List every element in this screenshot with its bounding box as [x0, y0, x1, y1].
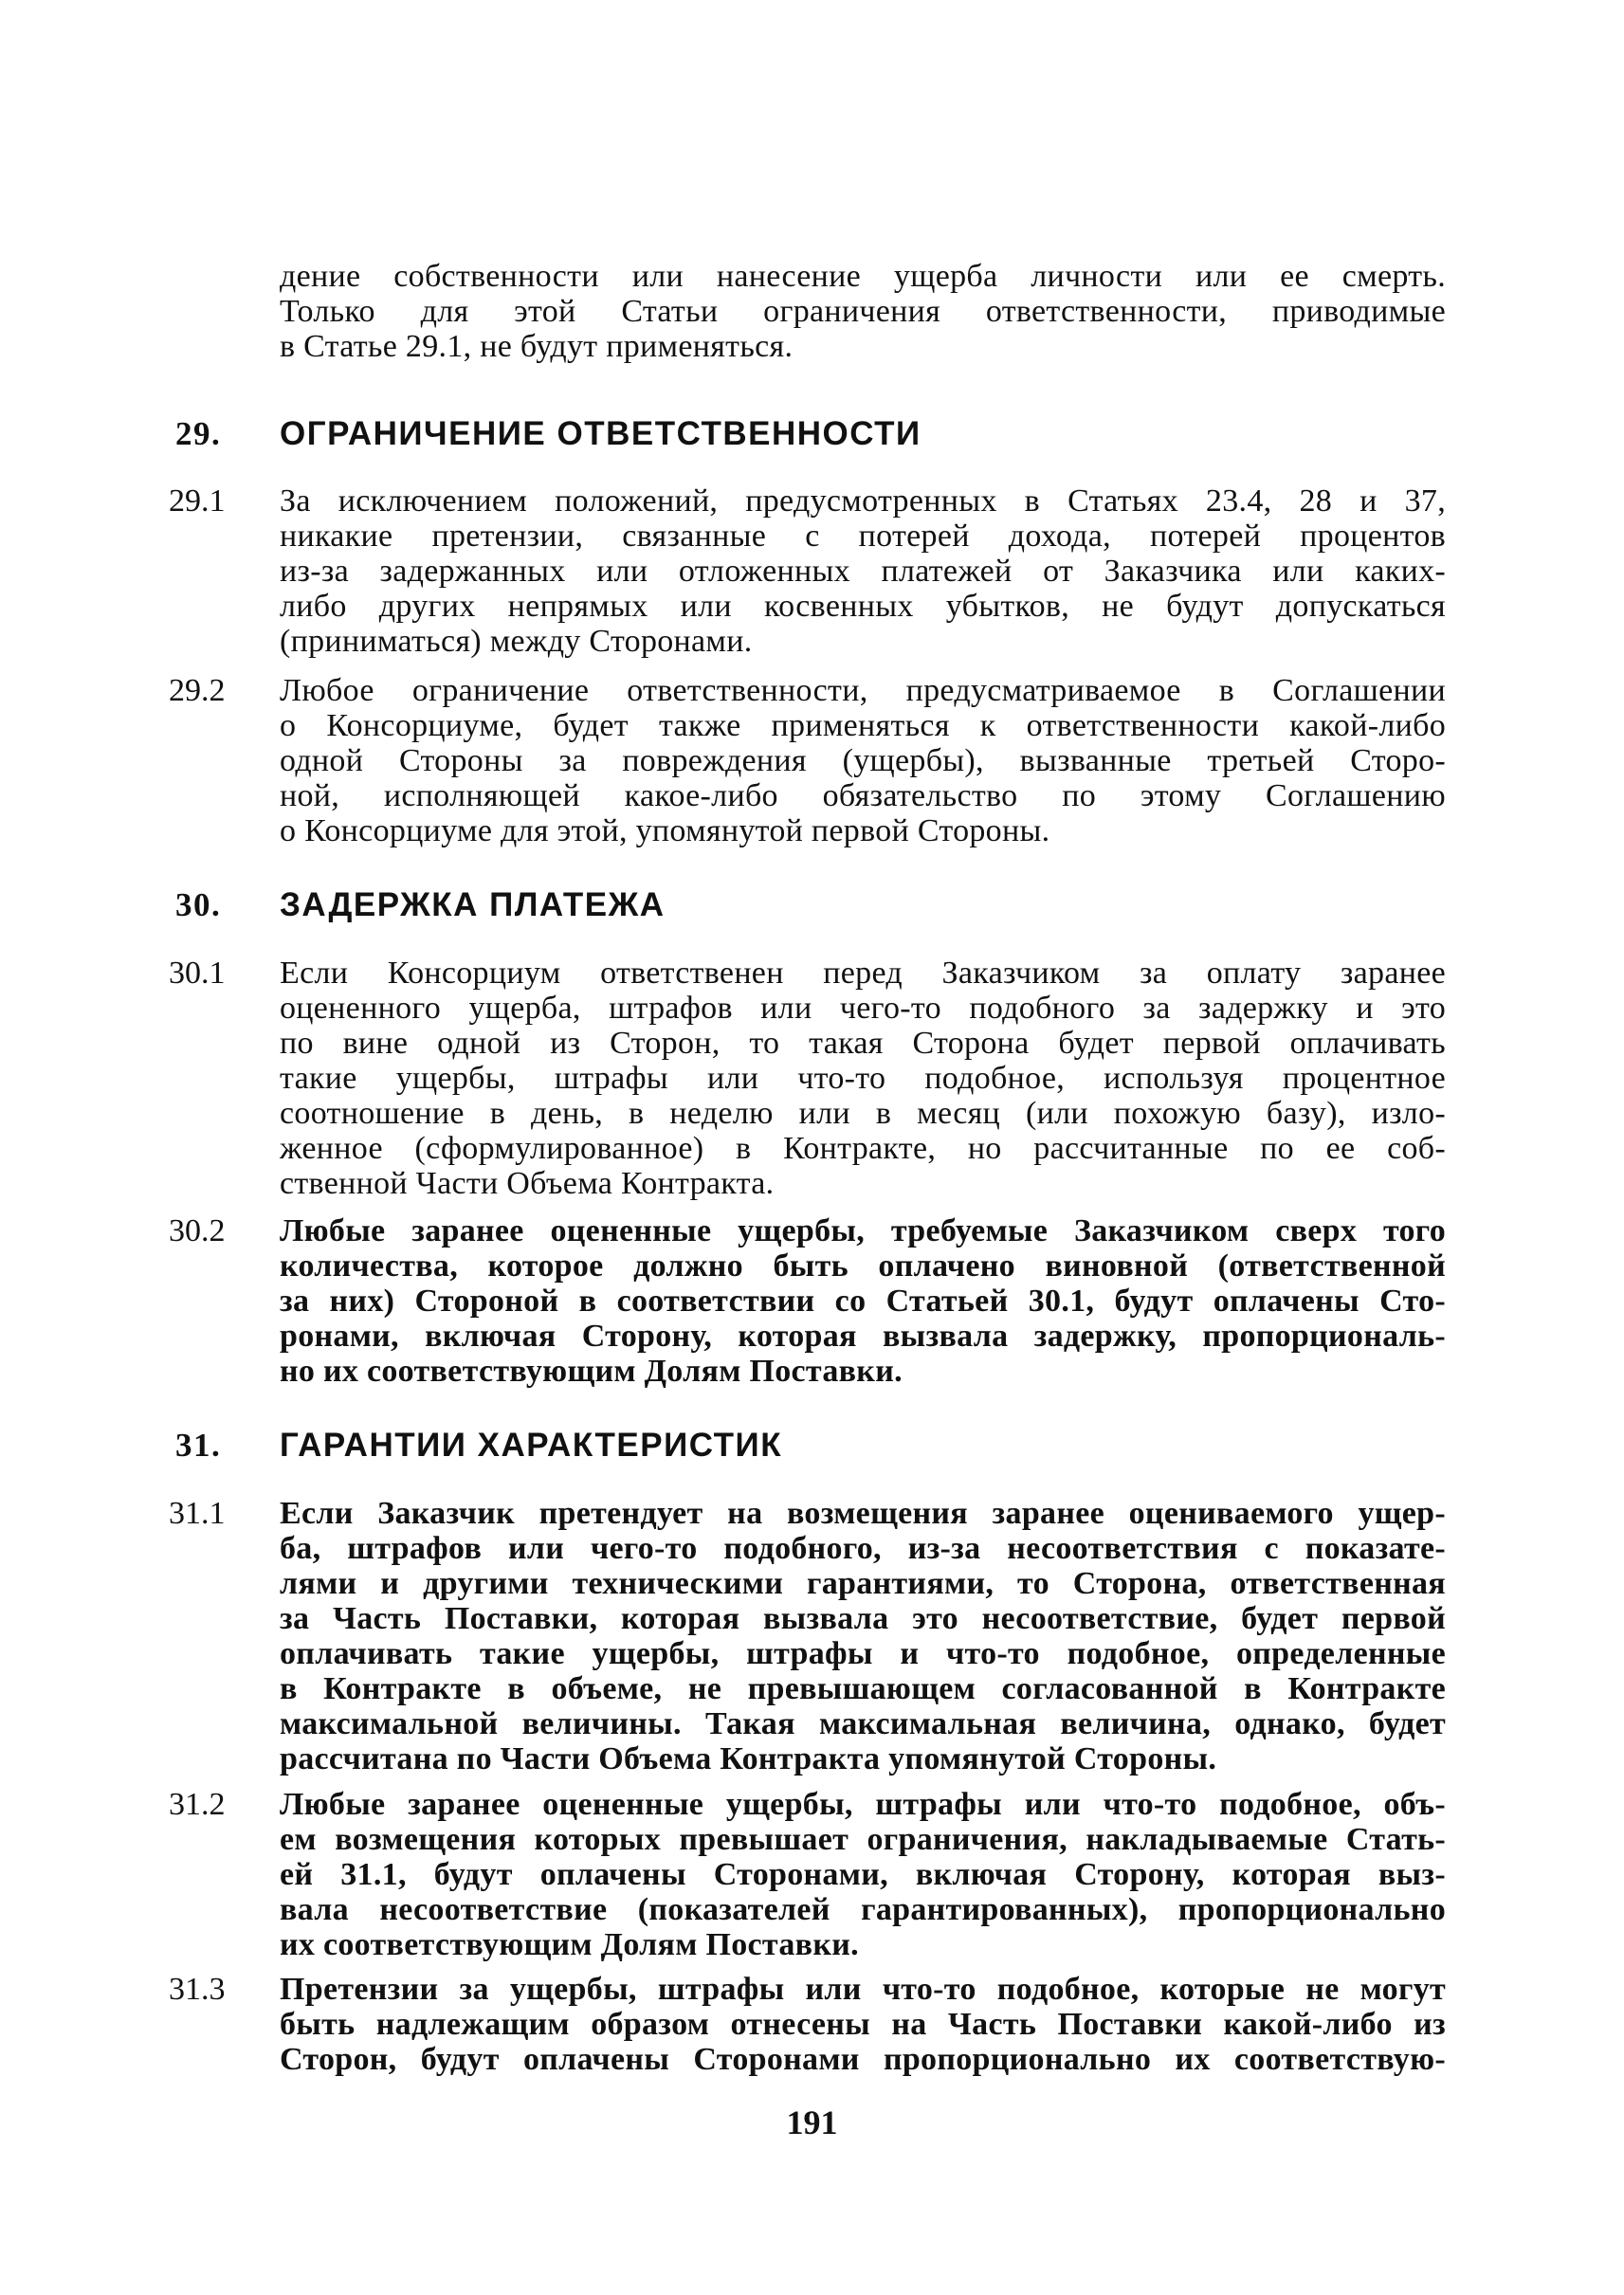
text-line: за них) Стороной в соответствии со Статьей 30.1, будут оплачены Сто-	[280, 1284, 1446, 1319]
text-line: соотношение в день, в неделю или в месяц (или похожую базу), изло-	[280, 1096, 1446, 1131]
clause-text	[280, 1496, 1446, 1776]
text-line: ей 31.1, будут оплачены Сторонами, включая Сторону, которая выз-	[280, 1857, 1446, 1892]
text-line: Сторон, будут оплачены Сторонами пропорционально их соответствую-	[280, 2042, 1446, 2077]
clause-number: 31.1	[169, 1496, 226, 1531]
clause-number: 31.2	[169, 1787, 226, 1822]
text-line: по вине одной из Сторон, то такая Сторона будет первой оплачивать	[280, 1026, 1446, 1061]
text-line: о Консорциуме, будет также применяться к ответственности какой-либо	[280, 708, 1446, 743]
text-line: Любые заранее оцененные ущербы, требуемые Заказчиком сверх того	[280, 1213, 1446, 1248]
text-line: Любое ограничение ответственности, предусматриваемое в Соглашении	[280, 673, 1446, 708]
section-number: 29.	[175, 415, 222, 452]
section-title: ЗАДЕРЖКА ПЛАТЕЖА	[280, 886, 666, 923]
text-line: одной Стороны за повреждения (ущербы), вызванные третьей Сторо-	[280, 743, 1446, 778]
text-line: количества, которое должно быть оплачено виновной (ответственной	[280, 1248, 1446, 1284]
text-line: ем возмещения которых превышает ограничения, накладываемые Стать-	[280, 1822, 1446, 1857]
text-line: но их соответствующим Долям Поставки.	[280, 1354, 903, 1389]
text-line: в Статье 29.1, не будут применяться.	[280, 329, 794, 364]
text-line: лями и другими техническими гарантиями, то Сторона, ответственная	[280, 1566, 1446, 1601]
text-line: Если Заказчик претендует на возмещения заранее оцениваемого ущер-	[280, 1496, 1446, 1531]
text-line: рассчитана по Части Объема Контракта упомянутой Стороны.	[280, 1741, 1217, 1776]
clause-number: 29.1	[169, 483, 226, 519]
text-line: Претензии за ущербы, штрафы или что-то подобное, которые не могут	[280, 1972, 1446, 2007]
text-line: За исключением положений, предусмотренных в Статьях 23.4, 28 и 37,	[280, 483, 1446, 519]
text-line: из-за задержанных или отложенных платежей от Заказчика или каких-	[280, 554, 1446, 589]
text-line: за Часть Поставки, которая вызвала это несоответствие, будет первой	[280, 1601, 1446, 1636]
clause-text	[280, 483, 1446, 659]
text-line: вала несоответствие (показателей гарантированных), пропорционально	[280, 1892, 1446, 1927]
section-number: 31.	[175, 1427, 222, 1464]
text-line: ственной Части Объема Контракта.	[280, 1166, 775, 1201]
text-line: такие ущербы, штрафы или что-то подобное, используя процентное	[280, 1061, 1446, 1096]
text-line: оплачивать такие ущербы, штрафы и что-то подобное, определенные	[280, 1636, 1446, 1671]
text-line: их соответствующим Долям Поставки.	[280, 1927, 859, 1962]
section-number: 30.	[175, 886, 222, 923]
text-line: Любые заранее оцененные ущербы, штрафы или что-то подобное, объ-	[280, 1787, 1446, 1822]
clause-text	[280, 673, 1446, 848]
text-line: ной, исполняющей какое-либо обязательство по этому Соглашению	[280, 778, 1446, 813]
text-line: никакие претензии, связанные с потерей дохода, потерей процентов	[280, 519, 1446, 554]
clause-number: 29.2	[169, 673, 226, 708]
text-line: (приниматься) между Сторонами.	[280, 624, 753, 659]
section-title: ГАРАНТИИ ХАРАКТЕРИСТИК	[280, 1427, 783, 1464]
clause-number: 30.2	[169, 1213, 226, 1248]
text-line: Только для этой Статьи ограничения ответственности, приводимые	[280, 294, 1446, 329]
text-line: дение собственности или нанесение ущерба личности или ее смерть.	[280, 259, 1446, 294]
clause-number: 30.1	[169, 956, 226, 991]
intro-paragraph	[280, 259, 1446, 364]
section-title: ОГРАНИЧЕНИЕ ОТВЕТСТВЕННОСТИ	[280, 415, 921, 452]
text-line: ронами, включая Сторону, которая вызвала задержку, пропорциональ-	[280, 1319, 1446, 1354]
clause-text	[280, 1213, 1446, 1389]
text-line: в Контракте в объеме, не превышающем согласованной в Контракте	[280, 1671, 1446, 1706]
text-line: о Консорциуме для этой, упомянутой первой Стороны.	[280, 813, 1050, 848]
text-line: женное (сформулированное) в Контракте, но рассчитанные по ее соб-	[280, 1131, 1446, 1166]
clause-number: 31.3	[169, 1972, 226, 2007]
text-line: максимальной величины. Такая максимальная величина, однако, будет	[280, 1706, 1446, 1741]
text-line: Если Консорциум ответственен перед Заказчиком за оплату заранее	[280, 956, 1446, 991]
clause-text	[280, 956, 1446, 1201]
text-line: либо других непрямых или косвенных убытков, не будут допускаться	[280, 589, 1446, 624]
text-line: ба, штрафов или чего-то подобного, из-за несоответствия с показате-	[280, 1531, 1446, 1566]
page-number: 191	[786, 2104, 838, 2141]
text-line: оцененного ущерба, штрафов или чего-то подобного за задержку и это	[280, 991, 1446, 1026]
clause-text	[280, 1787, 1446, 1962]
clause-text	[280, 1972, 1446, 2077]
text-line: быть надлежащим образом отнесены на Часть Поставки какой-либо из	[280, 2007, 1446, 2042]
